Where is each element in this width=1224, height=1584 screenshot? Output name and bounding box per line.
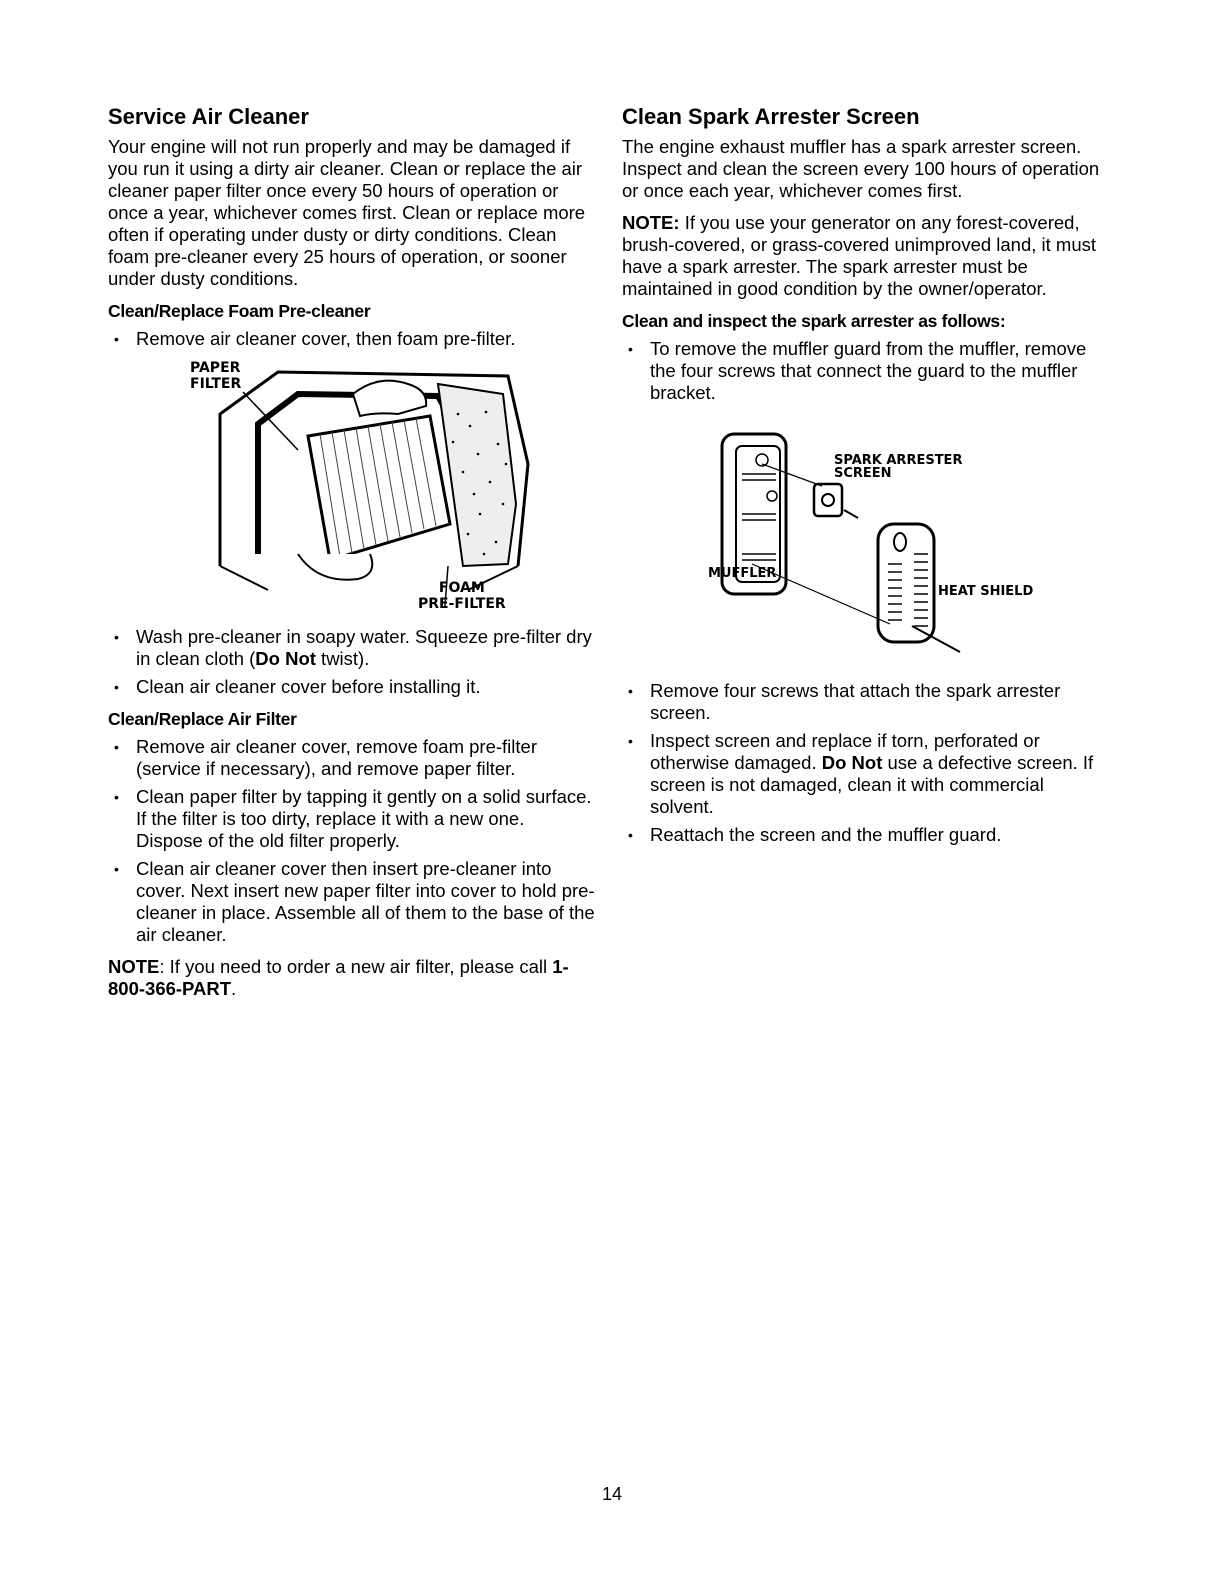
spark-arrester-intro: The engine exhaust muffler has a spark arrester screen. Inspect and clean the screen every 100 hours of operation or once each year, whichever comes first. — [622, 136, 1100, 201]
air-filter-bullets — [108, 736, 596, 946]
muffler-figure — [622, 414, 1112, 664]
list-item: • Remove four screws that attach the spark arrester screen. — [622, 680, 1112, 724]
air-cleaner-illustration — [108, 354, 596, 622]
clean-cover-bullet: • Clean air cleaner cover before installing it. — [108, 676, 596, 698]
spark-arrester-screen-label: SPARK ARRESTER SCREEN — [834, 453, 963, 481]
wash-bullets — [108, 626, 596, 698]
service-air-cleaner-title: Service Air Cleaner — [108, 104, 309, 129]
spark-steps-list — [622, 680, 1112, 846]
foam-pre-cleaner-heading: Clean/Replace Foam Pre-cleaner — [108, 301, 371, 321]
service-air-cleaner-intro: Your engine will not run properly and may be damaged if you run it using a dirty air cleaner. Clean or replace the air cleaner paper filter once every 50 hours of operation or once a year, whichever comes first. Clean or replace more often if operating under dusty or dirty conditions. Clean foam pre-cleaner every 25 hours of operation, or sooner under dusty conditions. — [108, 136, 586, 289]
spark-step-1-list — [622, 338, 1112, 404]
foam-bullets — [108, 328, 596, 350]
spark-arrester-steps-heading: Clean and inspect the spark arrester as follows: — [622, 311, 1006, 331]
wash-bullet: • Wash pre-cleaner in soapy water. Squeeze pre-filter dry in clean cloth (Do Not twist). — [108, 626, 596, 670]
list-item: • To remove the muffler guard from the muffler, remove the four screws that connect the guard to the muffler bracket. — [622, 338, 1112, 404]
left-column — [108, 104, 596, 1010]
paper-filter-label: PAPER FILTER — [190, 360, 242, 392]
spark-arrester-note: NOTE: If you use your generator on any forest-covered, brush-covered, or grass-covered unimproved land, it must have a spark arrester. The spark arrester must be maintained in good condition by the owner/operator. — [622, 212, 1097, 299]
page-number: 14 — [601, 1484, 623, 1504]
muffler-label: MUFFLER — [708, 566, 777, 581]
list-item: • Inspect screen and replace if torn, perforated or otherwise damaged. Do Not use a defective screen. If screen is not damaged, clean it with commercial solvent. — [622, 730, 1112, 818]
list-item: • Reattach the screen and the muffler guard. — [622, 824, 1112, 846]
right-column — [622, 104, 1112, 856]
heat-shield-label: HEAT SHIELD — [938, 584, 1034, 599]
air-filter-heading: Clean/Replace Air Filter — [108, 709, 297, 729]
foam-bullet-remove: • Remove air cleaner cover, then foam pre-filter. — [108, 328, 596, 350]
list-item: • Remove air cleaner cover, remove foam pre-filter (service if necessary), and remove paper filter. — [108, 736, 596, 780]
list-item: • Clean paper filter by tapping it gently on a solid surface. If the filter is too dirty, replace it with a new one. Dispose of the old filter properly. — [108, 786, 596, 852]
order-phone-number: 1-800-366-PART — [108, 956, 569, 999]
list-item: • Clean air cleaner cover then insert pre-cleaner into cover. Next insert new paper filter into cover to hold pre-cleaner in place. Assemble all of them to the base of the air cleaner. — [108, 858, 596, 946]
air-cleaner-figure — [108, 354, 596, 622]
muffler-illustration — [622, 414, 1112, 664]
foam-pre-filter-label: FOAM PRE-FILTER — [418, 580, 506, 612]
air-filter-note: NOTE: If you need to order a new air filter, please call 1-800-366-PART. — [108, 956, 569, 999]
spark-arrester-title: Clean Spark Arrester Screen — [622, 104, 920, 129]
